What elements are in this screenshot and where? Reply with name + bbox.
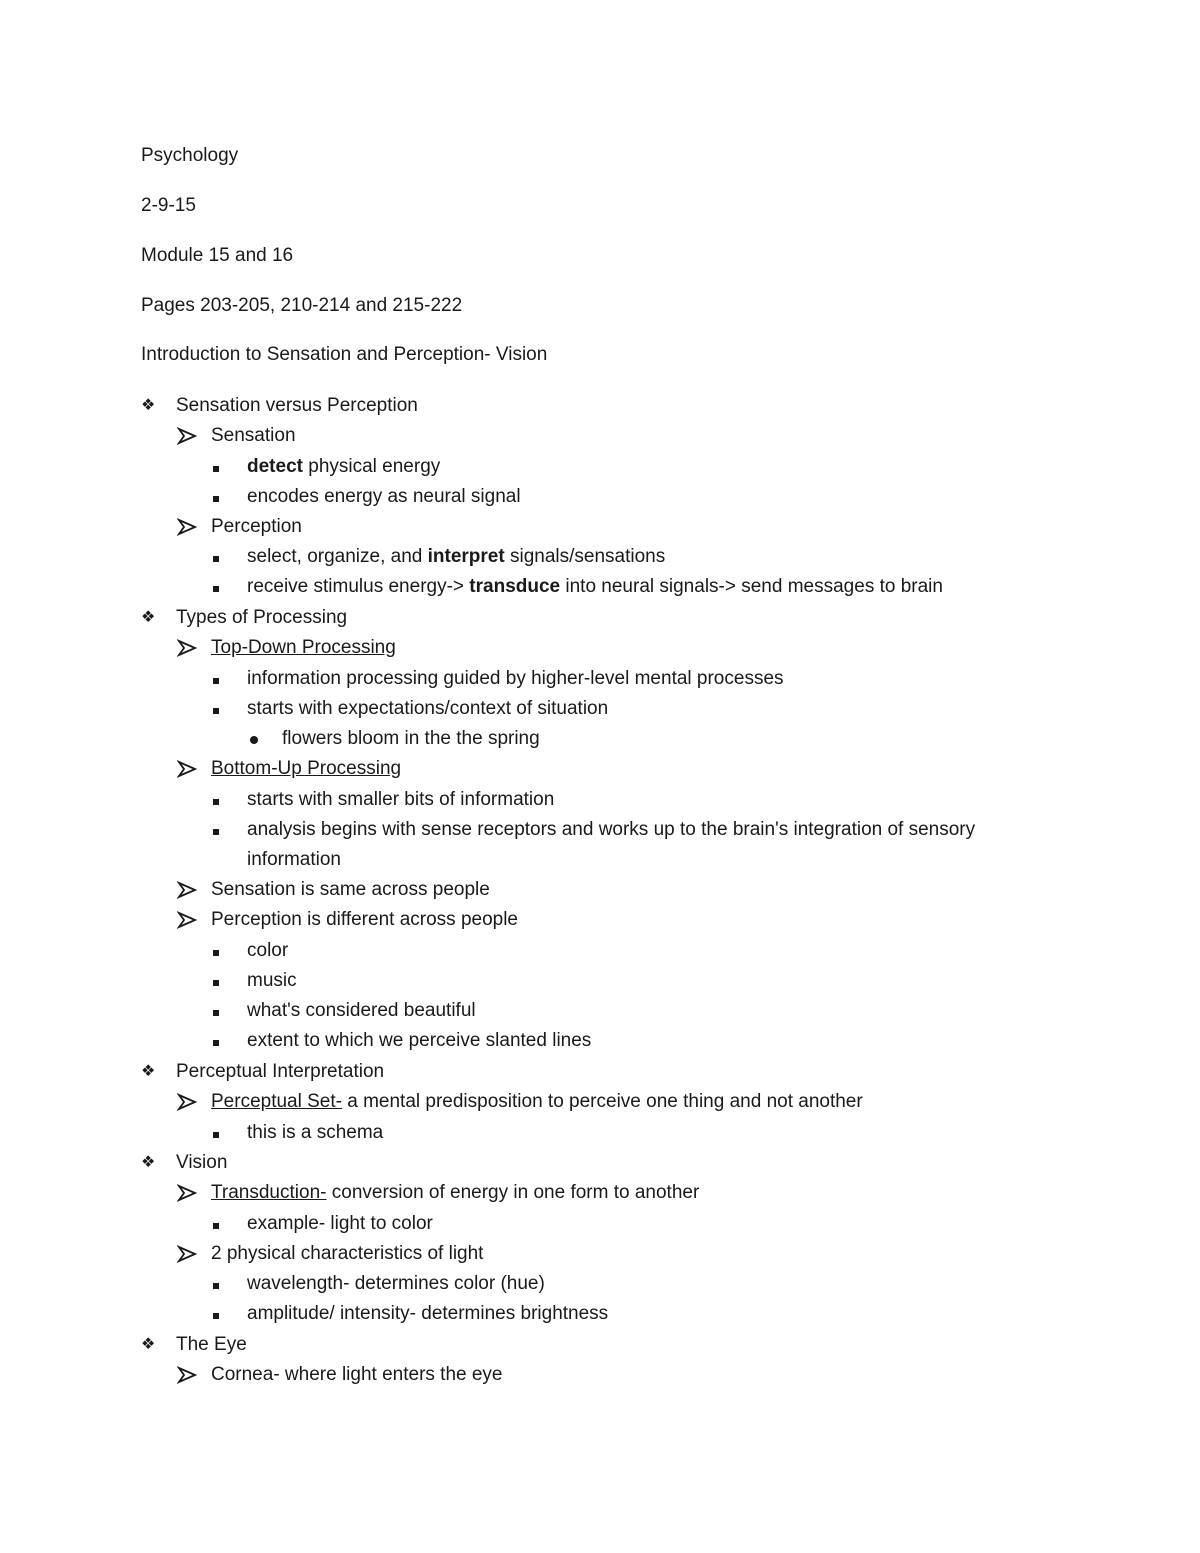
arrow-bullet-icon [177,512,207,547]
square-bullet-icon [211,1118,241,1148]
square-bullet-icon [211,664,241,694]
square-bullet-icon [211,1299,241,1329]
modules-line: Module 15 and 16 [141,245,294,266]
round-bullet-icon [248,724,278,754]
square-bullet-icon [211,542,241,572]
square-bullet-icon [211,1026,241,1056]
square-bullet-icon [211,815,241,845]
diamond-bullet-icon: ❖ [141,397,156,414]
diamond-bullet-icon: ❖ [141,1336,156,1353]
note-date: 2-9-15 [141,195,196,216]
arrow-bullet-icon [177,905,207,940]
pages-line: Pages 203-205, 210-214 and 215-222 [141,295,463,316]
arrow-bullet-icon [177,1360,207,1395]
topic-line: Introduction to Sensation and Perception- Vision [141,344,548,365]
square-bullet-icon [211,1269,241,1299]
square-bullet-icon [211,936,241,966]
arrow-bullet-icon [177,633,207,668]
arrow-bullet-icon [177,1178,207,1213]
document-page: Psychology 2-9-15 Module 15 and 16 Pages 203-205, 210-214 and 215-222 Introduction to Sensation and Perception- Vision ❖ Sensation versus Perception Sensation detect physical energy encodes energy as neural signal Perception select, organize, and interpret signals/sensations receive stimulus energy-> transduce into neural signals-> send messages to brain ❖ Types of Processing Top-Down Processing information processing guided by higher-level mental processes starts with expectations/context of situation flowers bloom in the the spring Bottom-Up Processing starts with smaller bits of information analysis begins with sense receptors and works up to the brain's integration of sensory information Sensation is same across people Perception is different across people color music what's considered beautiful extent to which we perceive slanted lines ❖ Perceptual Interpretation Perceptual Set- a mental predisposition to perceive one thing and not another this is a schema ❖ Vision Transduction- conversion of energy in one form to another example- light to color 2 physical characteristics of light wavelength- determines color (hue) amplitude/ intensity- determines brightness ❖ The Eye Cornea- where light enters the eye [0,0,1200,1553]
diamond-bullet-icon: ❖ [141,609,156,626]
square-bullet-icon [211,572,241,602]
square-bullet-icon [211,694,241,724]
arrow-bullet-icon [177,421,207,456]
arrow-bullet-icon [177,754,207,789]
list-item-continuation: information [247,849,341,870]
diamond-bullet-icon: ❖ [141,1063,156,1080]
square-bullet-icon [211,482,241,512]
square-bullet-icon [211,785,241,815]
arrow-bullet-icon [177,1239,207,1274]
arrow-bullet-icon [177,1087,207,1122]
diamond-bullet-icon: ❖ [141,1154,156,1171]
square-bullet-icon [211,1209,241,1239]
square-bullet-icon [211,966,241,996]
square-bullet-icon [211,452,241,482]
square-bullet-icon [211,996,241,1026]
course-title: Psychology [141,145,239,166]
